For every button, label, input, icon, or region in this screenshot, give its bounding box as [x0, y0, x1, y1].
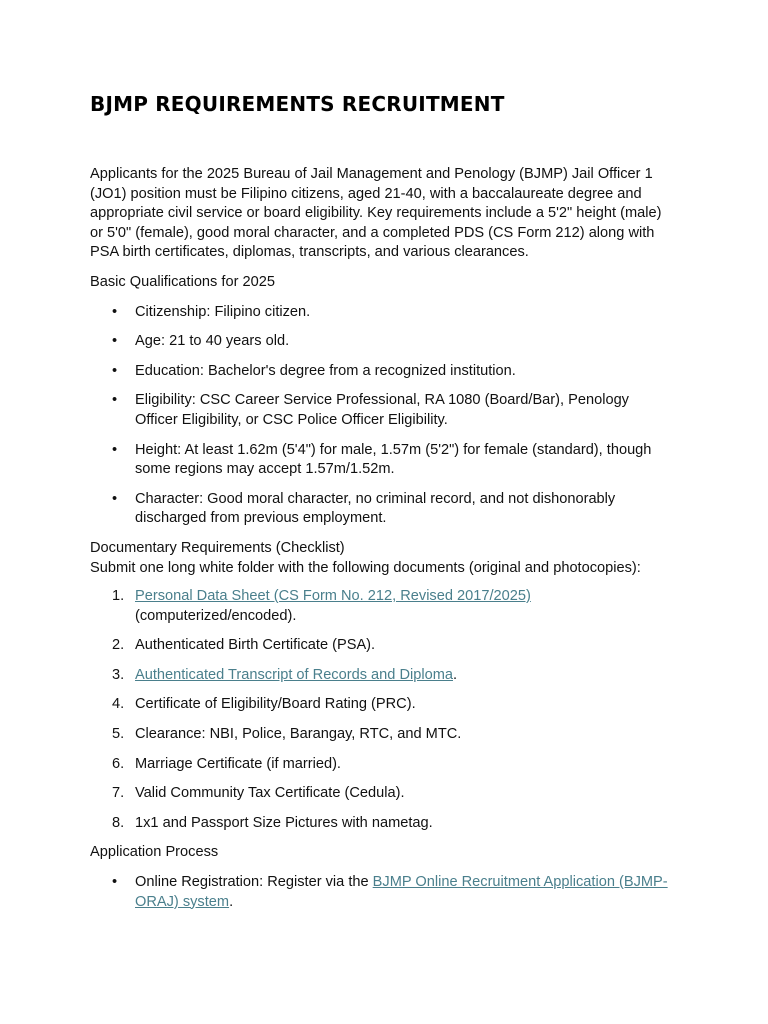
- list-item: [90, 814, 675, 834]
- list-item-text: Eligibility: CSC Career Service Professional, RA 1080 (Board/Bar), Penology Officer Eligibility, or CSC Police Officer Eligibility.: [135, 392, 629, 428]
- list-item-text: Age: 21 to 40 years old.: [135, 333, 290, 350]
- application-process-heading: Application Process: [90, 844, 219, 861]
- list-number: 1.: [112, 588, 125, 605]
- documentary-requirements-heading: Documentary Requirements (Checklist): [90, 539, 345, 556]
- list-item-text: Online Registration: Register via the: [135, 874, 373, 891]
- list-number: 2.: [112, 637, 125, 654]
- application-process-list: [90, 873, 675, 912]
- list-item-text: Height: At least 1.62m (5'4") for male, 1.57m (5'2") for female (standard), though some regions may accept 1.57m/1.52m.: [135, 441, 652, 478]
- list-item-text: Authenticated Birth Certificate (PSA).: [135, 637, 376, 654]
- document-body: [90, 165, 675, 922]
- basic-qualifications-list: [90, 303, 675, 529]
- documentary-requirements-subheading: Submit one long white folder with the following documents (original and photocopies):: [90, 559, 641, 576]
- transcript-diploma-link[interactable]: Authenticated Transcript of Records and Diploma: [135, 666, 453, 683]
- bullet-icon: •: [112, 441, 118, 458]
- bullet-icon: •: [112, 333, 118, 350]
- list-number: 5.: [112, 726, 125, 743]
- list-item: [90, 391, 675, 430]
- list-item-text: .: [229, 893, 234, 910]
- list-item-text: 1x1 and Passport Size Pictures with nametag.: [135, 814, 433, 831]
- list-item-text: Education: Bachelor's degree from a recognized institution.: [135, 362, 516, 379]
- list-item: [90, 636, 675, 656]
- list-item: [90, 490, 675, 529]
- list-item-text: Citizenship: Filipino citizen.: [135, 303, 311, 320]
- bjmp-oraj-link[interactable]: BJMP Online Recruitment Application (BJMP-ORAJ) system: [135, 874, 668, 910]
- list-item: [90, 666, 675, 686]
- page-title: BJMP REQUIREMENTS RECRUITMENT: [90, 92, 505, 116]
- list-number: 8.: [112, 814, 125, 831]
- list-item: [90, 587, 675, 626]
- list-item: [90, 695, 675, 715]
- list-number: 4.: [112, 696, 125, 713]
- list-item-text: Clearance: NBI, Police, Barangay, RTC, and MTC.: [135, 726, 462, 743]
- list-number: 6.: [112, 755, 125, 772]
- list-item: [90, 362, 675, 382]
- list-item: [90, 725, 675, 745]
- list-number: 3.: [112, 666, 125, 683]
- list-item: [90, 441, 675, 480]
- bullet-icon: •: [112, 490, 118, 507]
- list-item-text: (computerized/encoded).: [135, 607, 297, 624]
- basic-qualifications-heading: Basic Qualifications for 2025: [90, 273, 275, 290]
- documentary-requirements-list: [90, 587, 675, 833]
- pds-form-link[interactable]: Personal Data Sheet (CS Form No. 212, Revised 2017/2025): [135, 588, 531, 605]
- list-item-text: Marriage Certificate (if married).: [135, 755, 341, 772]
- list-number: 7.: [112, 785, 125, 802]
- intro-paragraph: Applicants for the 2025 Bureau of Jail Management and Penology (BJMP) Jail Officer 1 (JO1) position must be Filipino citizens, aged 21-40, with a baccalaureate degree and appropriate civil service or board eligibility. Key requirements include a 5'2" height (male) or 5'0" (female), good moral character, and a completed PDS (CS Form 212) along with PSA birth certificates, diplomas, transcripts, and various clearances.: [90, 166, 662, 261]
- list-item-text: Character: Good moral character, no criminal record, and not dishonorably discharged from previous employment.: [135, 490, 616, 527]
- list-item: [90, 873, 675, 912]
- list-item-text: Valid Community Tax Certificate (Cedula).: [135, 785, 405, 802]
- list-item: [90, 755, 675, 775]
- list-item-text: Certificate of Eligibility/Board Rating (PRC).: [135, 696, 416, 713]
- bullet-icon: •: [112, 392, 118, 409]
- bullet-icon: •: [112, 362, 118, 379]
- list-item: [90, 784, 675, 804]
- bullet-icon: •: [112, 303, 118, 320]
- list-item: [90, 303, 675, 323]
- bullet-icon: •: [112, 874, 118, 891]
- list-item-text: .: [452, 666, 458, 683]
- list-item: [90, 332, 675, 352]
